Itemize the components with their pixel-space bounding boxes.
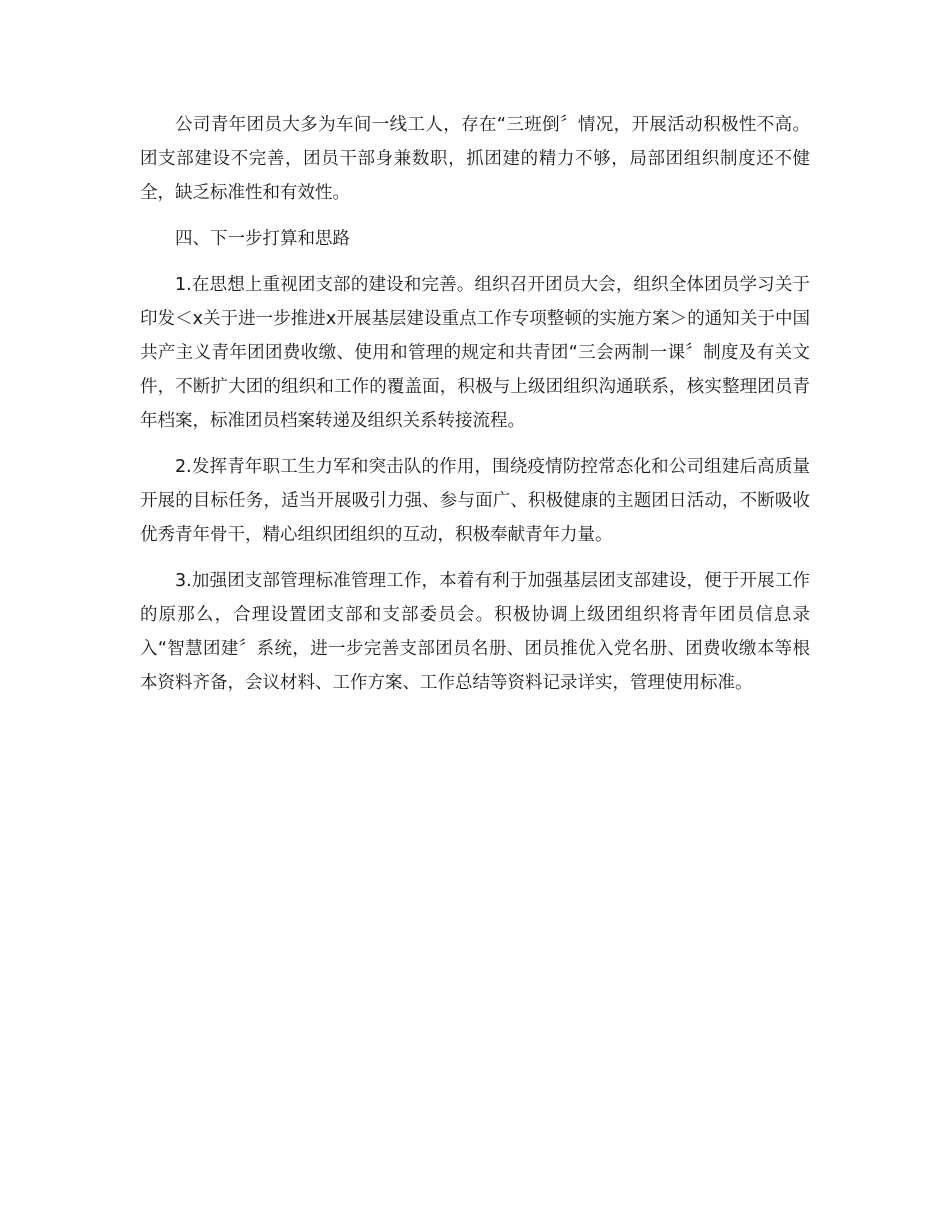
paragraph-item-3: 3.加强团支部管理标准管理工作，本着有利于加强基层团支部建设，便于开展工作的原那么，合理设置团支部和支部委员会。积极协调上级团组织将青年团员信息录入“智慧团建〞系统，进一步完善支部团员名册、团员推优入党名册、团费收缴本等根本资料齐备，会议材料、工作方案、工作总结等资料记录详实，管理使用标准。 bbox=[140, 571, 810, 693]
paragraph-problems: 公司青年团员大多为车间一线工人，存在“三班倒〞情况，开展活动积极性不高。团支部建设不完善，团员干部身兼数职，抓团建的精力不够，局部团组织制度还不健全，缺乏标准性和有效性。 bbox=[140, 115, 810, 203]
section-heading-next-steps: 四、下一步打算和思路 bbox=[175, 229, 350, 249]
document-body bbox=[140, 108, 810, 712]
paragraph-item-2: 2.发挥青年职工生力军和突击队的作用，围绕疫情防控常态化和公司组建后高质量开展的目标任务，适当开展吸引力强、参与面广、积极健康的主题团日活动，不断吸收优秀青年骨干，精心组织团组织的互动，积极奉献青年力量。 bbox=[140, 457, 810, 545]
paragraph-item-1: 1.在思想上重视团支部的建设和完善。组织召开团员大会，组织全体团员学习关于印发＜x关于进一步推进x开展基层建设重点工作专项整顿的实施方案＞的通知关于中国共产主义青年团团费收缴、使用和管理的规定和共青团“三会两制一课〞制度及有关文件，不断扩大团的组织和工作的覆盖面，积极与上级团组织沟通联系，核实整理团员青年档案，标准团员档案转递及组织关系转接流程。 bbox=[140, 275, 810, 431]
